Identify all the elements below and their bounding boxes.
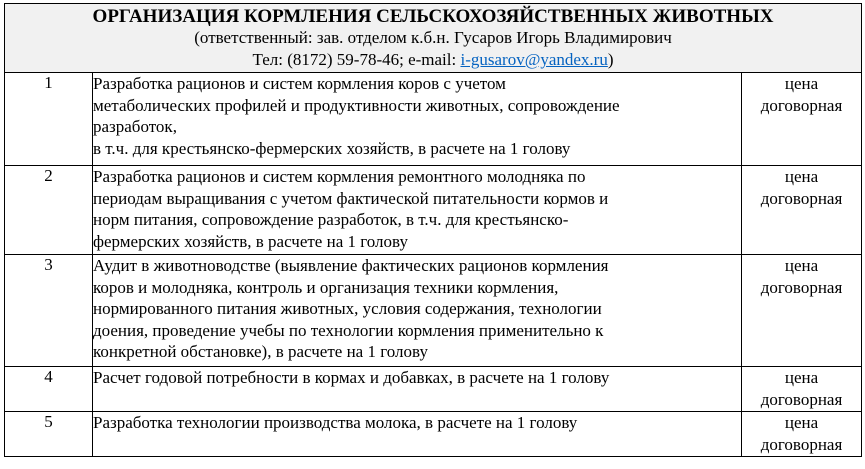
price-value: договорная [760, 390, 843, 409]
email-link[interactable]: i-gusarov@yandex.ru [460, 50, 608, 69]
description-line: Разработка рационов и систем кормления ремонтного молодняка по [93, 167, 586, 186]
description-line: метаболических профилей и продуктивности животных, сопровождение [93, 95, 620, 115]
description-line: Разработка технологии производства молока, в расчете на 1 голову [93, 413, 578, 432]
row-number: 4 [5, 367, 93, 412]
description-line: периодам выращивания с учетом фактической питательности кормов и [93, 188, 609, 208]
description-line: Разработка рационов и систем кормления коров с учетом [93, 74, 506, 93]
price-label: цена [784, 167, 819, 186]
description-line: фермерских хозяйств, в расчете на 1 голову [93, 231, 408, 251]
service-description [93, 166, 742, 255]
responsible-person: (ответственный: зав. отделом к.б.н. Гусаров Игорь Владимирович [194, 28, 672, 47]
contact-line [5, 49, 861, 71]
price-cell [742, 412, 862, 457]
section-title: ОРГАНИЗАЦИЯ КОРМЛЕНИЯ СЕЛЬСКОХОЗЯЙСТВЕННЫХ ЖИВОТНЫХ [92, 6, 774, 27]
table-row [5, 73, 862, 166]
table-header [5, 4, 862, 73]
price-label: цена [784, 256, 819, 275]
table-row [5, 367, 862, 412]
price-cell [742, 367, 862, 412]
price-cell [742, 166, 862, 255]
row-number: 2 [5, 166, 93, 255]
description-line: норм питания, сопровождение разработок, в т.ч. для крестьянско- [93, 210, 569, 229]
description-line: Аудит в животноводстве (выявление фактических рационов кормления [93, 256, 609, 275]
price-value: договорная [760, 96, 843, 115]
description-line: нормированного питания животных, условия содержания, технологии [93, 299, 602, 318]
description-line: разработок, [93, 117, 177, 136]
price-value: договорная [760, 278, 843, 297]
price-label: цена [784, 413, 819, 432]
table-row [5, 412, 862, 457]
table-header-row [5, 4, 862, 73]
table-row [5, 255, 862, 367]
row-number: 1 [5, 73, 93, 166]
price-label: цена [784, 368, 819, 387]
description-line: Расчет годовой потребности в кормах и добавках, в расчете на 1 голову [93, 368, 610, 387]
service-description [93, 255, 742, 367]
price-cell [742, 73, 862, 166]
price-value: договорная [760, 435, 843, 454]
description-line: коров и молодняка, контроль и организация техники кормления, [93, 277, 559, 297]
description-line: в т.ч. для крестьянско-фермерских хозяйств, в расчете на 1 голову [93, 138, 571, 158]
service-description [93, 73, 742, 166]
price-label: цена [784, 74, 819, 93]
description-line: конкретной обстановке), в расчете на 1 голову [93, 342, 428, 361]
phone-label: Тел: (8172) 59-78-46; e-mail: [252, 50, 461, 69]
table-row [5, 166, 862, 255]
price-cell [742, 255, 862, 367]
price-value: договорная [760, 189, 843, 208]
row-number: 3 [5, 255, 93, 367]
services-table [4, 3, 862, 457]
contact-closing-paren: ) [607, 50, 614, 69]
service-description [93, 412, 742, 457]
service-description [93, 367, 742, 412]
description-line: доения, проведение учебы по технологии кормления применительно к [93, 320, 604, 340]
row-number: 5 [5, 412, 93, 457]
